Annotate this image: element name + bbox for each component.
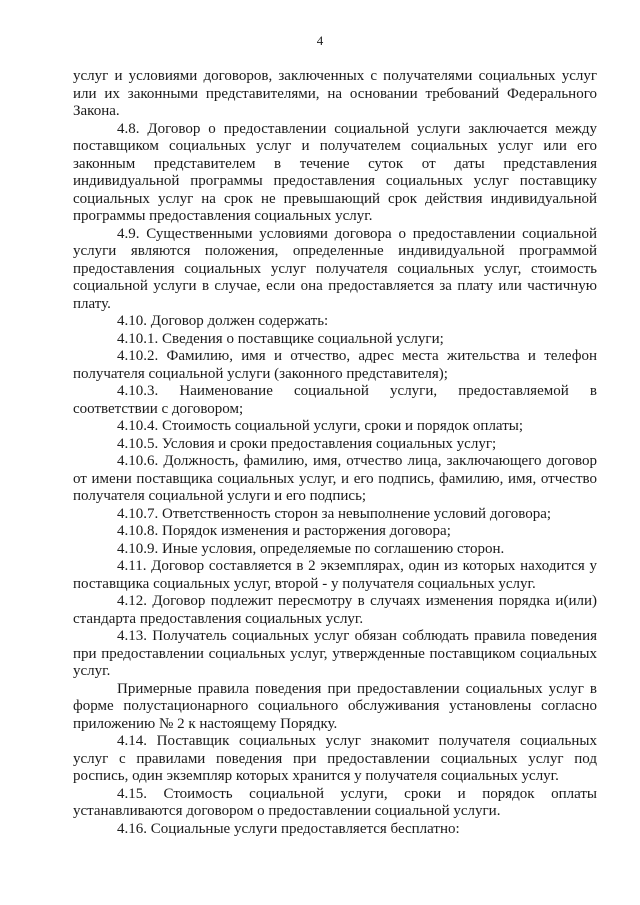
paragraph-4-10: 4.10. Договор должен содержать: [117,313,329,329]
paragraph-4-10-2: 4.10.2. Фамилию, имя и отчество, адрес места жительства и телефон получателя социальной услуги (законного представителя); [73,348,597,382]
page-number: 4 [316,33,324,48]
paragraph-4-12: 4.12. Договор подлежит пересмотру в случаях изменения порядка и(или) стандарта предоставления социальных услуг. [73,593,597,627]
paragraph-continuation: услуг и условиями договоров, заключенных с получателями социальных услуг или их законными представителями, на основании требований Федерального Закона. [73,68,597,119]
paragraph-behavior-rules: Примерные правила поведения при предоставлении социальных услуг в форме полустационарного социального обслуживания установлены согласно приложению № 2 к настоящему Порядку. [73,680,597,732]
paragraph-4-10-4: 4.10.4. Стоимость социальной услуги, сроки и порядок оплаты; [117,418,523,434]
paragraph-4-14: 4.14. Поставщик социальных услуг знакомит получателя социальных услуг с правилами поведения при предоставлении социальных услуг под роспись, один экземпляр которых хранится у получателя социальных услуг. [73,733,597,784]
paragraph-4-11: 4.11. Договор составляется в 2 экземплярах, один из которых находится у поставщика социальных услуг, второй - у получателя социальных услуг. [73,558,597,592]
paragraph-4-10-1: 4.10.1. Сведения о поставщике социальной услуги; [117,330,444,347]
paragraph-4-10-7: 4.10.7. Ответственность сторон за невыполнение условий договора; [117,505,552,522]
paragraph-4-15: 4.15. Стоимость социальной услуги, сроки и порядок оплаты устанавливаются договором о предоставлении социальной услуги. [73,785,597,819]
paragraph-4-10-5: 4.10.5. Условия и сроки предоставления социальных услуг; [117,435,497,452]
paragraph-4-8: 4.8. Договор о предоставлении социальной услуги заключается между поставщиком социальных услуг и получателем социальных услуг или его законным представителем в течение суток от даты представления индивидуальной программы предоставления социальных услуг поставщику социальных услуг на срок не превышающий срок действия индивидуальной программы предоставления социальных услуг. [73,120,597,224]
paragraph-4-10-8: 4.10.8. Порядок изменения и расторжения договора; [117,523,451,539]
document-body [73,68,597,838]
paragraph-4-10-6: 4.10.6. Должность, фамилию, имя, отчество лица, заключающего договор от имени поставщика социальных услуг, и его подпись, фамилию, имя, отчество получателя социальной услуги и его подпись; [73,453,597,504]
paragraph-4-13: 4.13. Получатель социальных услуг обязан соблюдать правила поведения при предоставлении социальных услуг, утвержденные поставщиком социальных услуг. [73,628,597,679]
paragraph-4-9: 4.9. Существенными условиями договора о предоставлении социальной услуги являются положения, определенные индивидуальной программой предоставления социальных услуг получателя социальных услуг, стоимость социальной услуги в случае, если она предоставляется за плату или частичную плату. [73,225,597,312]
paragraph-4-10-9: 4.10.9. Иные условия, определяемые по соглашению сторон. [117,540,505,557]
paragraph-4-16: 4.16. Социальные услуги предоставляется бесплатно: [117,820,460,837]
paragraph-4-10-3: 4.10.3. Наименование социальной услуги, предоставляемой в соответствии с договором; [73,383,597,417]
